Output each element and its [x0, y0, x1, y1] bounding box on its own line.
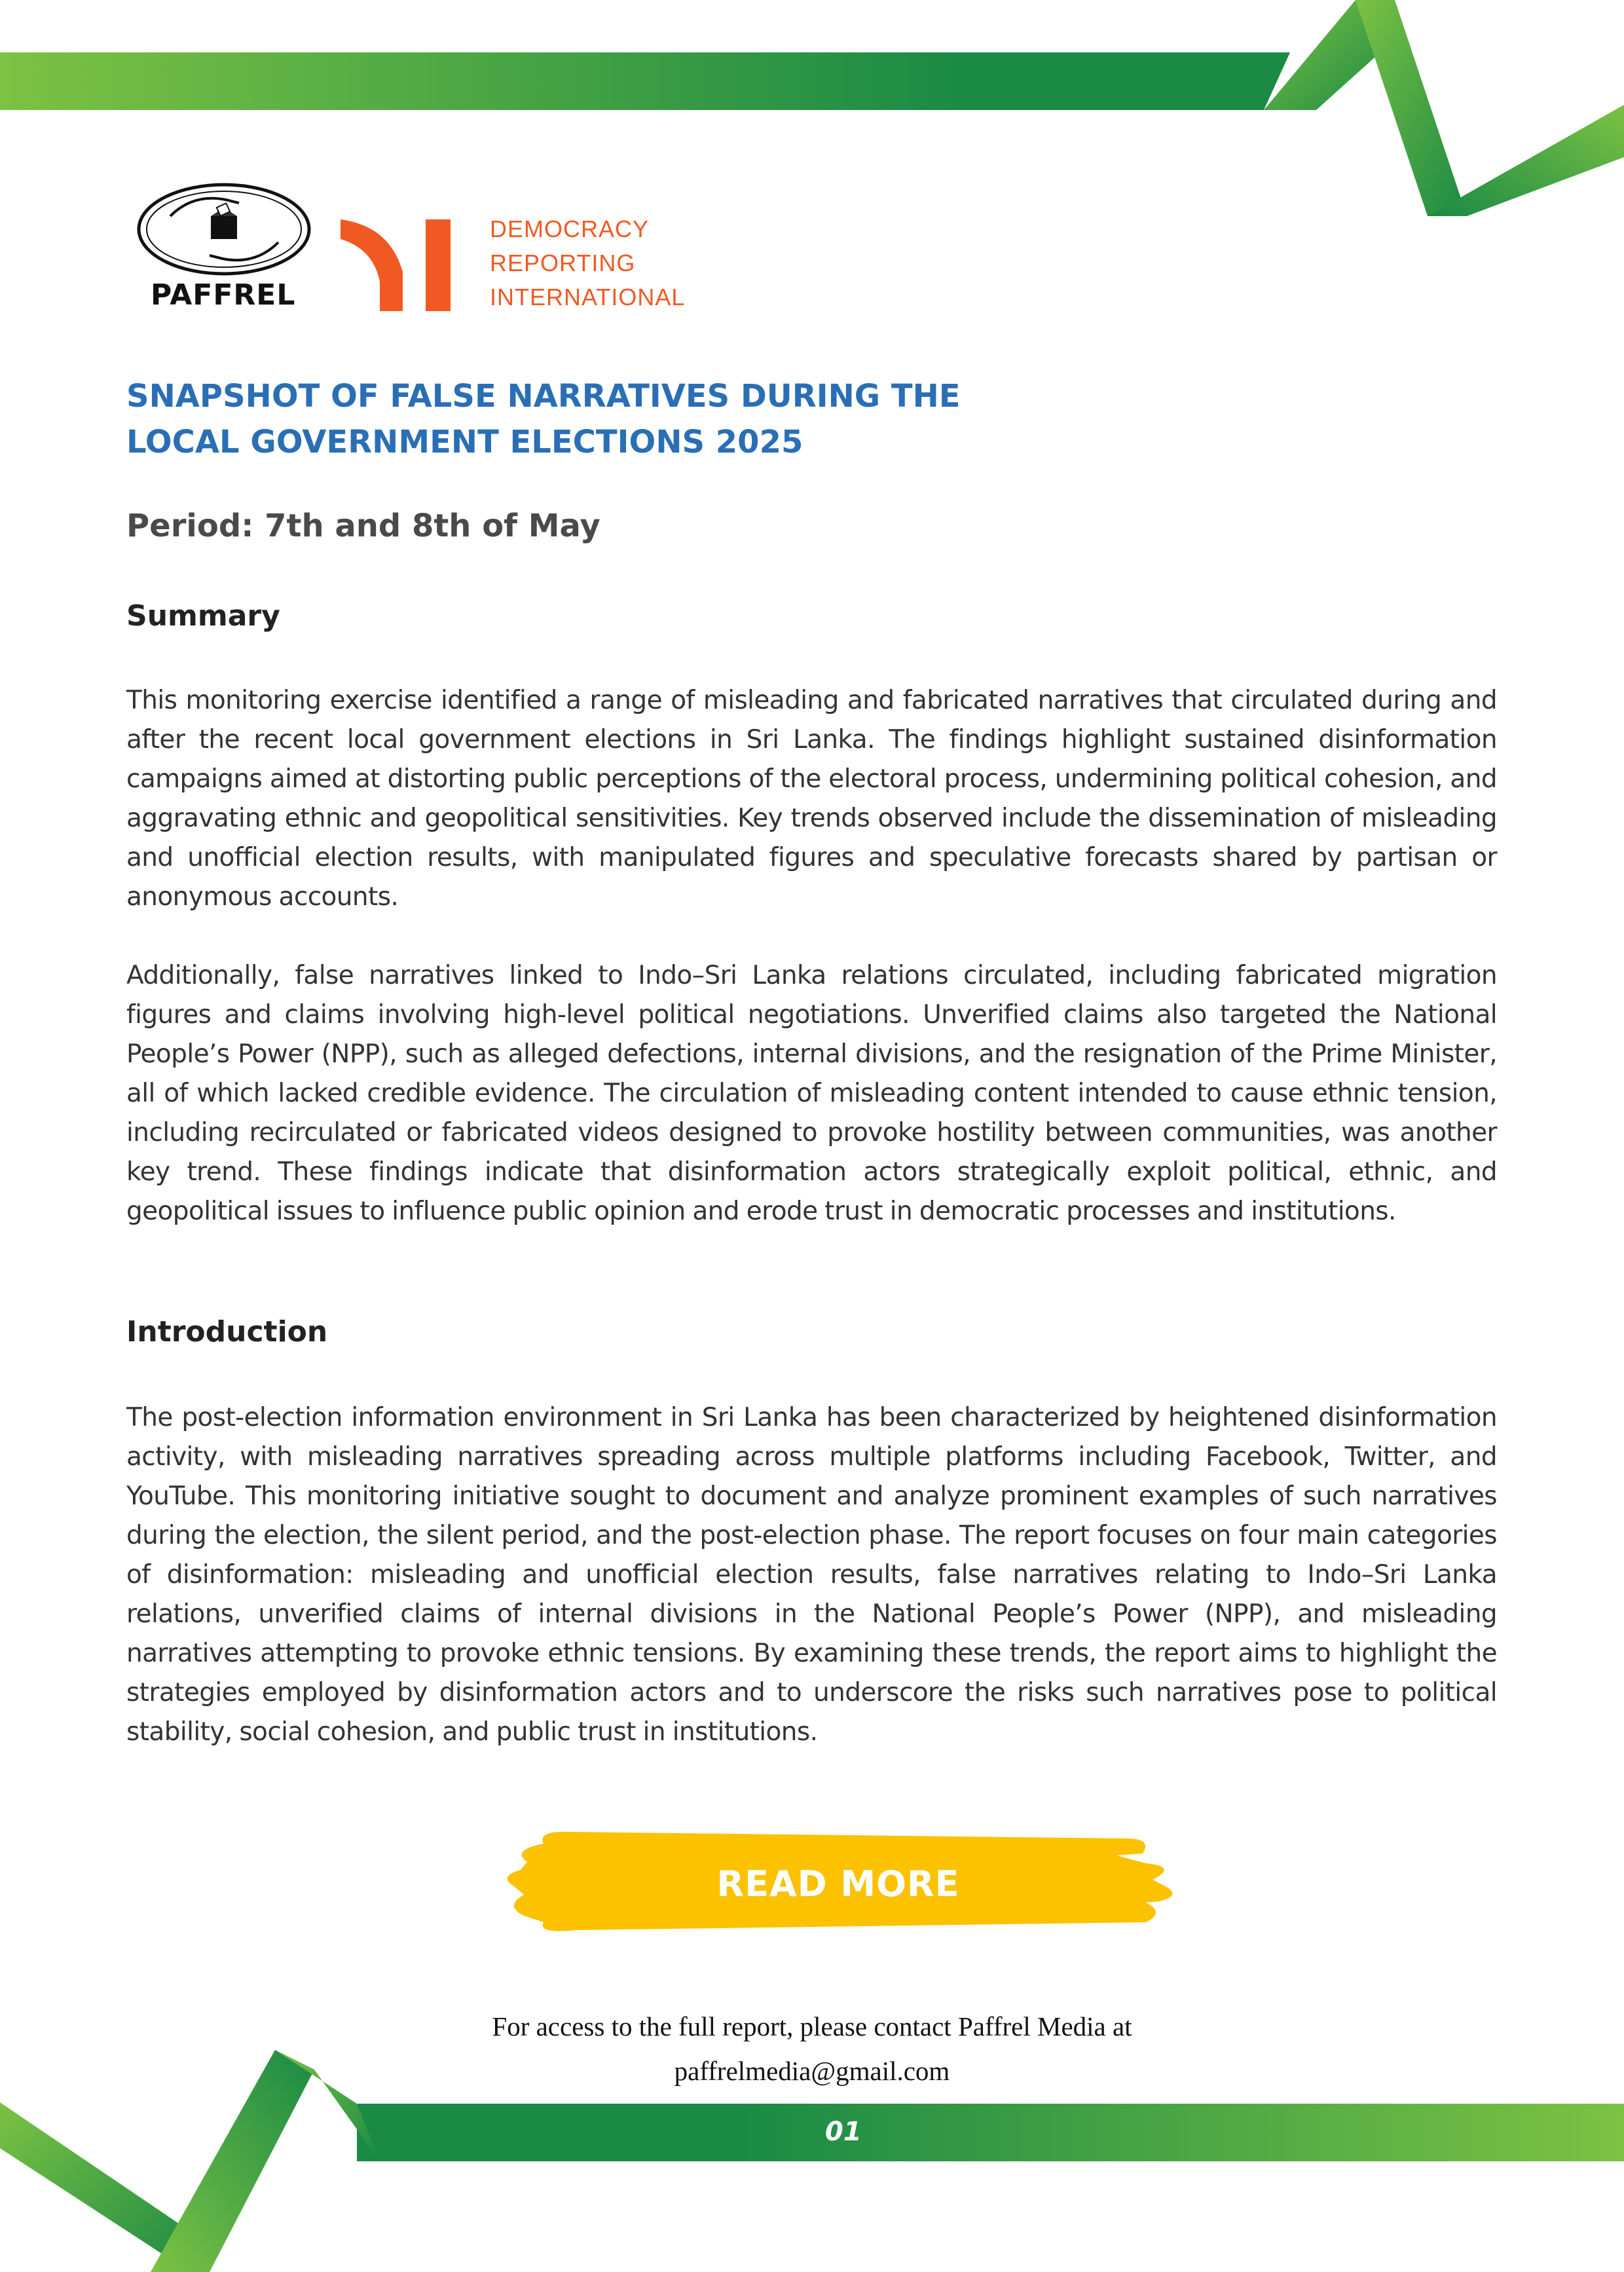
paffrel-logo-icon — [134, 180, 314, 278]
bottom-decorative-band — [0, 2043, 1624, 2272]
contact-email-link[interactable]: paffrelmedia@gmail.com — [674, 2056, 950, 2086]
document-title — [126, 373, 1305, 465]
dri-line-2: REPORTING — [490, 250, 636, 276]
read-more-button[interactable]: READ MORE — [716, 1863, 960, 1905]
contact-text: For access to the full report, please contact Paffrel Media at — [492, 2011, 1132, 2041]
summary-paragraph-2: Additionally, false narratives linked to Indo–Sri Lanka relations circulated, including fabricated migration figures and claims involving high-level political negotiations. Unverified claims also targeted the National People’s Power (NPP), such as alleged defections, internal divisions, and the resignation of the Prime Minister, all of which lacked credible evidence. The circulation of misleading content intended to cause ethnic tension, including recirculated or fabricated videos designed to provoke hostility between communities, was another key trend. These findings indicate that disinformation actors strategically exploit political, ethnic, and geopolitical issues to influence public opinion and erode trust in democratic processes and institutions. — [126, 961, 1497, 1226]
introduction-heading: Introduction — [126, 1315, 328, 1349]
dri-logo-icon — [341, 219, 462, 311]
page-number: 01 — [825, 2117, 862, 2147]
period-heading: Period: 7th and 8th of May — [126, 508, 600, 544]
dri-logo-text — [490, 212, 685, 314]
dri-line-1: DEMOCRACY — [490, 215, 650, 242]
introduction-paragraph: The post-election information environment in Sri Lanka has been characterized by heightened disinformation activity, with misleading narratives spreading across multiple platforms including Facebook, Twitter, and YouTube. This monitoring initiative sought to document and analyze prominent examples of such narratives during the election, the silent period, and the post-election phase. The report focuses on four main categories of disinformation: misleading and unofficial election results, false narratives relating to Indo–Sri Lanka relations, unverified claims of internal divisions in the National People’s Power (NPP), and misleading narratives attempting to provoke ethnic tensions. By examining these trends, the report aims to highlight the strategies employed by disinformation actors and to underscore the risks such narratives pose to political stability, social cohesion, and public trust in institutions. — [126, 1403, 1497, 1747]
title-line-2: LOCAL GOVERNMENT ELECTIONS 2025 — [126, 424, 803, 460]
title-line-1: SNAPSHOT OF FALSE NARRATIVES DURING THE — [126, 378, 961, 415]
paffrel-logo-text: PAFFREL — [151, 278, 296, 312]
summary-paragraph-1: This monitoring exercise identified a range of misleading and fabricated narratives that circulated during and after the recent local government elections in Sri Lanka. The findings highlight sustained disinformation campaigns aimed at distorting public perceptions of the electoral process, undermining political cohesion, and aggravating ethnic and geopolitical sensitivities. Key trends observed include the dissemination of misleading and unofficial election results, with manipulated figures and speculative forecasts shared by partisan or anonymous accounts. — [126, 686, 1497, 912]
summary-heading: Summary — [126, 599, 280, 633]
dri-line-3: INTERNATIONAL — [490, 284, 686, 310]
